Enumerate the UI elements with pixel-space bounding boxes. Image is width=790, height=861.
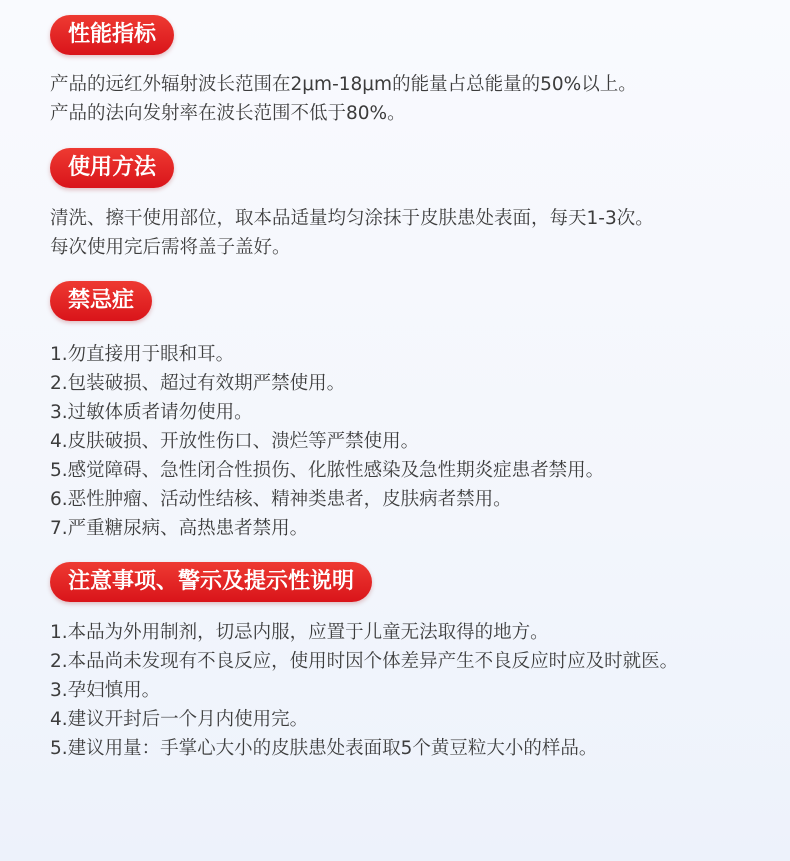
section-title-badge: 使用方法 xyxy=(50,148,174,188)
text-line: 产品的远红外辐射波长范围在2μm-18μm的能量占总能量的50%以上。 xyxy=(50,74,637,95)
section-title-badge: 禁忌症 xyxy=(50,281,152,321)
list-item: 3.孕妇慎用。 xyxy=(50,680,161,701)
list-item: 5.感觉障碍、急性闭合性损伤、化脓性感染及急性期炎症患者禁用。 xyxy=(50,460,605,481)
section-list xyxy=(50,340,604,543)
list-item: 2.包装破损、超过有效期严禁使用。 xyxy=(50,373,346,394)
list-item: 1.本品为外用制剂，切忌内服，应置于儿童无法取得的地方。 xyxy=(50,622,549,643)
text-line: 产品的法向发射率在波长范围不低于80%。 xyxy=(50,103,406,124)
list-item: 6.恶性肿瘤、活动性结核、精神类患者，皮肤病者禁用。 xyxy=(50,489,512,510)
section-list xyxy=(50,618,678,763)
section-title-badge: 性能指标 xyxy=(50,15,174,55)
section-title-badge: 注意事项、警示及提示性说明 xyxy=(50,562,372,602)
list-item: 5.建议用量：手掌心大小的皮肤患处表面取5个黄豆粒大小的样品。 xyxy=(50,738,598,759)
list-item: 1.勿直接用于眼和耳。 xyxy=(50,344,235,365)
list-item: 4.皮肤破损、开放性伤口、溃烂等严禁使用。 xyxy=(50,431,420,452)
list-item: 7.严重糖尿病、高热患者禁用。 xyxy=(50,518,309,539)
text-line: 清洗、擦干使用部位，取本品适量均匀涂抹于皮肤患处表面，每天1-3次。 xyxy=(50,208,654,229)
list-item: 3.过敏体质者请勿使用。 xyxy=(50,402,253,423)
section-text xyxy=(50,204,654,262)
list-item: 4.建议开封后一个月内使用完。 xyxy=(50,709,309,730)
section-text xyxy=(50,70,637,128)
text-line: 每次使用完后需将盖子盖好。 xyxy=(50,237,291,258)
list-item: 2.本品尚未发现有不良反应，使用时因个体差异产生不良反应时应及时就医。 xyxy=(50,651,679,672)
